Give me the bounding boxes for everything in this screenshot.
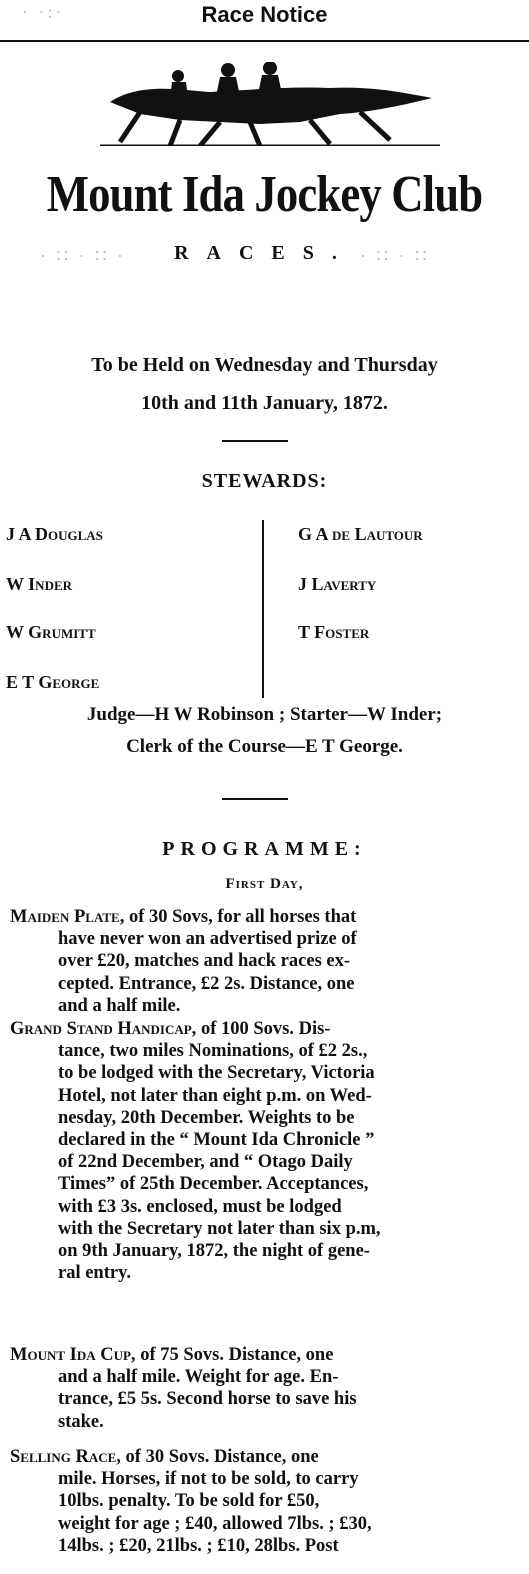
race-name: Grand Stand Handicap,: [10, 1019, 197, 1039]
race-text: Times” of 25th December. Acceptances,: [58, 1174, 369, 1195]
print-speckle: · ·:·: [22, 2, 65, 22]
dates-line-1: To be Held on Wednesday and Thursday: [91, 354, 438, 376]
print-speckle: · ∷ · ∷ ·: [40, 246, 126, 266]
race-text: of 100 Sovs. Dis-: [196, 1019, 331, 1039]
race-text: mile. Horses, if not to be sold, to carry: [58, 1469, 359, 1490]
steward-right: J Laverty: [298, 574, 377, 594]
race-text: and a half mile. Weight for age. En-: [58, 1367, 339, 1388]
race-text: ral entry.: [58, 1263, 131, 1284]
top-rule: [0, 40, 529, 42]
steward-left: W Inder: [6, 574, 73, 594]
race-entry: [0, 1344, 522, 1433]
club-name: Mount Ida Jockey Club: [46, 166, 483, 223]
race-text: 14lbs. ; £20, 21lbs. ; £10, 28lbs. Post: [58, 1535, 339, 1556]
race-text: nesday, 20th December. Weights to be: [58, 1107, 355, 1128]
steward-right: T Foster: [298, 622, 370, 642]
race-text: cepted. Entrance, £2 2s. Distance, one: [58, 973, 355, 994]
race-text: over £20, matches and hack races ex-: [58, 951, 351, 972]
race-text: Hotel, not later than eight p.m. on Wed-: [58, 1085, 372, 1106]
race-text: 10lbs. penalty. To be sold for £50,: [58, 1491, 320, 1512]
day-heading: First Day,: [225, 876, 304, 892]
officials-line-2: Clerk of the Course—E T George.: [126, 736, 403, 757]
officials-line-1: Judge—H W Robinson ; Starter—W Inder;: [86, 704, 443, 725]
race-text: and a half mile.: [58, 995, 181, 1016]
programme-heading: PROGRAMME:: [162, 838, 367, 860]
race-name: Selling Race,: [10, 1447, 121, 1467]
races-subtitle: RACES.: [174, 242, 355, 264]
steward-left: J A Douglas: [6, 524, 103, 544]
notice-title: Race Notice: [201, 2, 328, 27]
race-text: declared in the “ Mount Ida Chronicle ”: [58, 1130, 375, 1151]
racehorses-illustration: [100, 62, 440, 146]
short-rule: [222, 440, 288, 442]
race-text: with £3 3s. enclosed, must be lodged: [58, 1196, 342, 1217]
print-speckle: · ∷ · ∷: [360, 246, 430, 266]
race-text: stake.: [58, 1411, 104, 1432]
race-text: with the Secretary not later than six p.m,: [58, 1218, 381, 1239]
race-text: tance, two miles Nominations, of £2 2s.,: [58, 1041, 368, 1062]
dates-line-2: 10th and 11th January, 1872.: [141, 392, 388, 414]
short-rule: [222, 798, 288, 800]
steward-right: G A de Lautour: [298, 524, 423, 544]
race-entry: [0, 1446, 522, 1557]
stewards-heading: STEWARDS:: [201, 470, 328, 492]
race-name: Maiden Plate,: [10, 907, 125, 927]
race-text: weight for age ; £40, allowed 7lbs. ; £30,: [58, 1513, 372, 1534]
race-text: trance, £5 5s. Second horse to save his: [58, 1389, 357, 1410]
race-text: of 30 Sovs. Distance, one: [120, 1447, 319, 1467]
race-text: of 75 Sovs. Distance, one: [135, 1345, 334, 1365]
race-entry: [0, 906, 522, 1017]
race-text: of 30 Sovs, for all horses that: [124, 907, 357, 927]
race-text: on 9th January, 1872, the night of gene-: [58, 1241, 370, 1262]
race-text: to be lodged with the Secretary, Victoria: [58, 1063, 375, 1084]
stewards-divider: [262, 520, 264, 698]
race-name: Mount Ida Cup,: [10, 1345, 136, 1365]
race-text: have never won an advertised prize of: [58, 929, 357, 950]
steward-left: W Grumitt: [6, 622, 96, 642]
steward-left: E T George: [6, 672, 100, 692]
race-entry: [0, 1018, 522, 1284]
race-text: of 22nd December, and “ Otago Daily: [58, 1152, 353, 1173]
